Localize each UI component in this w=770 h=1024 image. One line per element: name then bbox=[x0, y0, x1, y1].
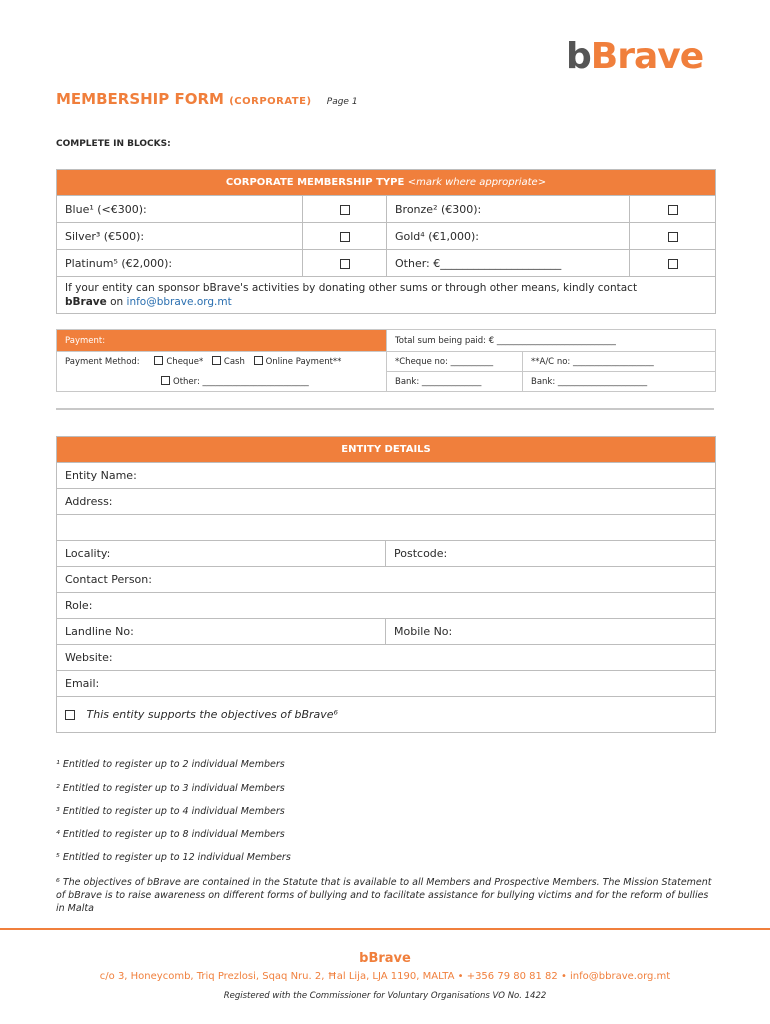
role-field[interactable]: Role: bbox=[57, 593, 716, 619]
form-subtitle: (CORPORATE) bbox=[229, 96, 312, 107]
page-title: MEMBERSHIP FORM (CORPORATE) Page 1 bbox=[56, 90, 358, 108]
other-checkbox[interactable] bbox=[668, 259, 678, 269]
other-payment-field[interactable]: Other: _________________________ bbox=[173, 376, 309, 387]
footnote-2: ² Entitled to register up to 3 individual Members bbox=[56, 783, 285, 794]
sponsor-note: If your entity can sponsor bBrave's activities by donating other sums or through other means, kindly contact bBrave on info@bbrave.org.mt bbox=[57, 277, 716, 314]
entity-name-field[interactable]: Entity Name: bbox=[57, 463, 716, 489]
footnote-5: ⁵ Entitled to register up to 12 individual Members bbox=[56, 852, 291, 863]
blue-label: Blue¹ (<€300): bbox=[57, 196, 303, 223]
payment-label: Payment: bbox=[57, 330, 387, 352]
gold-label: Gold⁴ (€1,000): bbox=[387, 223, 630, 250]
cash-checkbox[interactable] bbox=[212, 356, 221, 365]
footnote-4: ⁴ Entitled to register up to 8 individual Members bbox=[56, 829, 285, 840]
section-divider bbox=[56, 408, 714, 410]
bank-field-1[interactable]: Bank: ______________ bbox=[387, 372, 523, 392]
mobile-field[interactable]: Mobile No: bbox=[386, 619, 716, 645]
gold-checkbox[interactable] bbox=[668, 232, 678, 242]
bank-field-2[interactable]: Bank: _____________________ bbox=[523, 372, 716, 392]
membership-type-table bbox=[56, 169, 716, 314]
total-sum-field[interactable]: Total sum being paid: € ____________________________ bbox=[387, 330, 716, 352]
bronze-checkbox[interactable] bbox=[668, 205, 678, 215]
payment-table bbox=[56, 329, 716, 392]
platinum-label: Platinum⁵ (€2,000): bbox=[57, 250, 303, 277]
footer-registration: Registered with the Commissioner for Voluntary Organisations VO No. 1422 bbox=[223, 991, 547, 1001]
footer-brand: bBrave bbox=[359, 951, 411, 966]
contact-person-field[interactable]: Contact Person: bbox=[57, 567, 716, 593]
locality-field[interactable]: Locality: bbox=[57, 541, 386, 567]
cheque-no-field[interactable]: *Cheque no: __________ bbox=[387, 352, 523, 372]
email-field[interactable]: Email: bbox=[57, 671, 716, 697]
silver-label: Silver³ (€500): bbox=[57, 223, 303, 250]
payment-method-row: Payment Method: Cheque* Cash Online Payment** bbox=[57, 352, 387, 372]
platinum-checkbox[interactable] bbox=[340, 259, 350, 269]
bronze-label: Bronze² (€300): bbox=[387, 196, 630, 223]
online-payment-checkbox[interactable] bbox=[254, 356, 263, 365]
complete-in-blocks-note: COMPLETE IN BLOCKS: bbox=[56, 139, 171, 149]
supports-objectives-row bbox=[57, 697, 716, 733]
page-number: Page 1 bbox=[326, 97, 358, 107]
payment-other-row bbox=[57, 372, 387, 392]
entity-details-table bbox=[56, 436, 716, 733]
silver-checkbox[interactable] bbox=[340, 232, 350, 242]
address-line-2-field[interactable] bbox=[57, 515, 716, 541]
supports-objectives-checkbox[interactable] bbox=[65, 710, 75, 720]
website-field[interactable]: Website: bbox=[57, 645, 716, 671]
cheque-checkbox[interactable] bbox=[154, 356, 163, 365]
entity-details-header: ENTITY DETAILS bbox=[57, 437, 716, 463]
membership-type-header: CORPORATE MEMBERSHIP TYPE <mark where appropriate> bbox=[57, 170, 716, 196]
postcode-field[interactable]: Postcode: bbox=[386, 541, 716, 567]
footnote-1: ¹ Entitled to register up to 2 individual Members bbox=[56, 759, 285, 770]
payment-method-label: Payment Method: bbox=[65, 357, 140, 368]
footer-address: c/o 3, Honeycomb, Triq Prezlosi, Sqaq Nru. 2, Ħal Lija, LJA 1190, MALTA • +356 79 80 81 82 • info@bbrave.org.mt bbox=[99, 971, 671, 982]
supports-objectives-label: This entity supports the objectives of bBrave⁶ bbox=[86, 708, 338, 721]
other-payment-checkbox[interactable] bbox=[161, 376, 170, 385]
other-amount-field[interactable]: Other: €______________________ bbox=[387, 250, 630, 277]
blue-checkbox[interactable] bbox=[340, 205, 350, 215]
bbrave-logo: bBrave bbox=[566, 36, 704, 77]
ac-no-field[interactable]: **A/C no: ___________________ bbox=[523, 352, 716, 372]
footer-divider bbox=[0, 928, 770, 930]
sponsor-email-link[interactable]: info@bbrave.org.mt bbox=[126, 296, 232, 308]
footnote-6: ⁶ The objectives of bBrave are contained in the Statute that is available to all Members and Prospective Members. The Mission Statement of bBrave is to raise awareness on different forms of bullying and to facilitate assistance for bullying victims and for the reform of bullies in Malta bbox=[56, 877, 712, 914]
landline-field[interactable]: Landline No: bbox=[57, 619, 386, 645]
footnote-3: ³ Entitled to register up to 4 individual Members bbox=[56, 806, 285, 817]
address-field[interactable]: Address: bbox=[57, 489, 716, 515]
